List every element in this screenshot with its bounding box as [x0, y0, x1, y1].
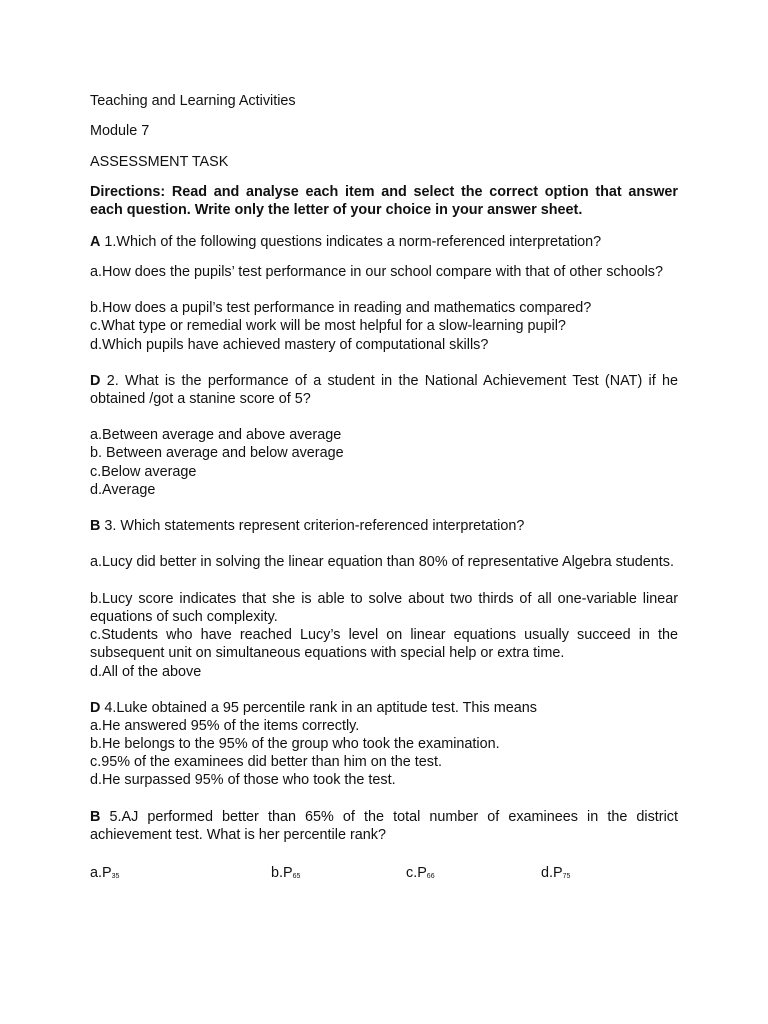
question-text: 3. Which statements represent criterion-referenced interpretation?: [104, 518, 525, 534]
question-text: 1.Which of the following questions indicates a norm-referenced interpretation?: [104, 234, 602, 250]
option: c.Students who have reached Lucy’s level on linear equations usually succeed in the subsequent unit on simultaneous equations with special help or extra time.: [90, 627, 678, 662]
answer-letter: B: [90, 809, 101, 825]
option: $a.P_{35}$: [90, 865, 120, 881]
answer-letter: D: [90, 700, 101, 716]
question-text: 5.AJ performed better than 65% of the total number of examinees in the district achievement test. What is her percentile rank?: [90, 809, 678, 844]
option: $d.P_{75}$: [541, 865, 571, 881]
question-1: [90, 233, 678, 251]
option: $c.P_{66}$: [406, 865, 435, 881]
question-2: [90, 372, 678, 408]
option: a.Between average and above average: [90, 427, 342, 443]
task-heading: ASSESSMENT TASK: [90, 154, 229, 170]
option: b. Between average and below average: [90, 445, 344, 461]
option: d.He surpassed 95% of those who took the test.: [90, 772, 396, 788]
option: b.How does a pupil’s test performance in reading and mathematics compared?: [90, 300, 592, 316]
option: b.He belongs to the 95% of the group who took the examination.: [90, 736, 500, 752]
option: d.Which pupils have achieved mastery of computational skills?: [90, 337, 489, 353]
module-label: Module 7: [90, 123, 150, 139]
option: b.Lucy score indicates that she is able to solve about two thirds of all one-variable linear equations of such complexity.: [90, 591, 678, 626]
directions: Directions: Read and analyse each item and select the correct option that answer each question. Write only the letter of your choice in your answer sheet.: [90, 184, 678, 219]
option: d.All of the above: [90, 664, 202, 680]
answer-letter: D: [90, 373, 101, 389]
course-title: Teaching and Learning Activities: [90, 93, 296, 109]
option: $b.P_{65}$: [271, 865, 301, 881]
answer-letter: B: [90, 518, 101, 534]
option: a.He answered 95% of the items correctly.: [90, 718, 360, 734]
option: c.95% of the examinees did better than him on the test.: [90, 754, 442, 770]
option: a.How does the pupils’ test performance in our school compare with that of other schools?: [90, 264, 663, 280]
question-4: [90, 699, 678, 717]
option: d.Average: [90, 482, 156, 498]
question-3: [90, 517, 678, 535]
option: a.Lucy did better in solving the linear equation than 80% of representative Algebra students.: [90, 554, 675, 570]
question-5: [90, 808, 678, 844]
question-text: 4.Luke obtained a 95 percentile rank in an aptitude test. This means: [104, 700, 537, 716]
option: c.Below average: [90, 464, 197, 480]
question-text: 2. What is the performance of a student in the National Achievement Test (NAT) if he obtained /got a stanine score of 5?: [90, 373, 679, 408]
option: c.What type or remedial work will be most helpful for a slow-learning pupil?: [90, 318, 566, 334]
answer-letter: A: [90, 234, 101, 250]
